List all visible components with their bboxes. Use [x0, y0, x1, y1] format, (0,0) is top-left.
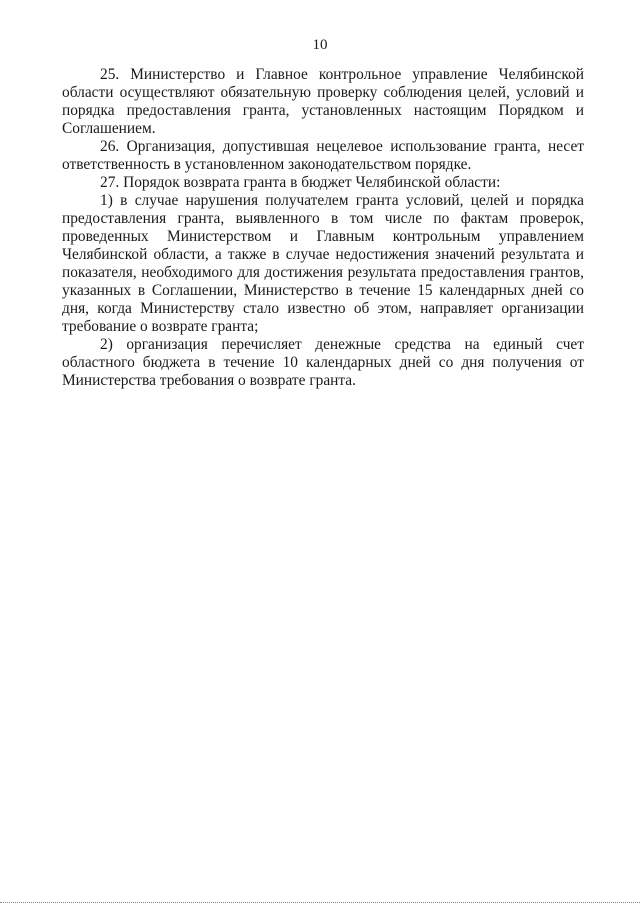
document-body: [62, 66, 584, 390]
paragraph-25: 25. Министерство и Главное контрольное управление Челябинской области осуществляют обязательную проверку соблюдения целей, условий и порядка предоставления гранта, установленных настоящим Порядком и Соглашением.: [62, 66, 584, 137]
footer-divider: [0, 902, 640, 903]
page-number: 10: [312, 37, 328, 53]
paragraph-27-item-1: 1) в случае нарушения получателем гранта условий, целей и порядка предоставления гранта, выявленного в том числе по фактам проверок, проведенных Министерством и Главным контрольным управлением Челябинской области, а также в случае недостижения значений результата и показателя, необходимого для достижения результата предоставления грантов, указанных в Соглашении, Министерство в течение 15 календарных дней со дня, когда Министерству стало известно об этом, направляет организации требование о возврате гранта;: [62, 192, 584, 335]
paragraph-27: 27. Порядок возврата гранта в бюджет Челябинской области:: [100, 174, 501, 191]
paragraph-27-item-2: 2) организация перечисляет денежные средства на единый счет областного бюджета в течение 10 календарных дней со дня получения от Министерства требования о возврате гранта.: [62, 336, 584, 389]
paragraph-26: 26. Организация, допустившая нецелевое использование гранта, несет ответственность в установленном законодательством порядке.: [62, 138, 584, 173]
